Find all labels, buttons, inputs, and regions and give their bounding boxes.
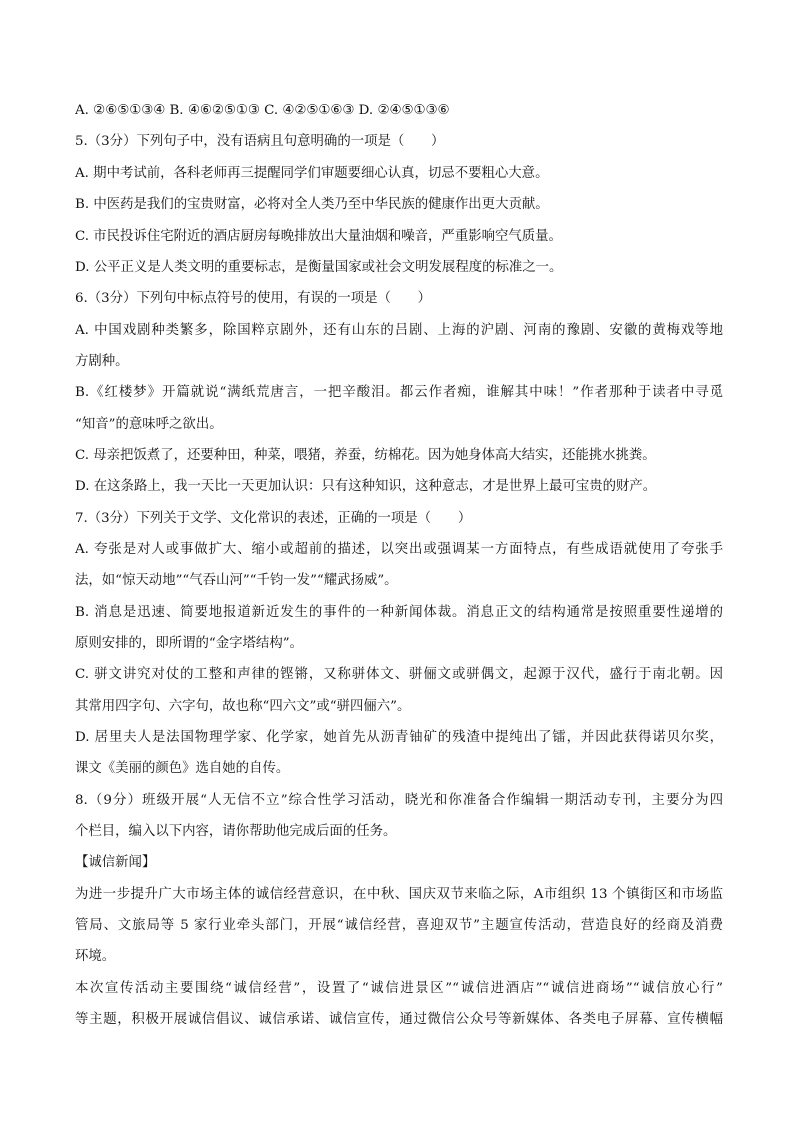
q5-option-d: D. 公平正义是人类文明的重要标志，是衡量国家或社会文明发展程度的标准之一。 <box>75 260 563 275</box>
q6-option-a-cont: 方剧种。 <box>75 354 129 369</box>
q7-option-d-cont: 课文《美丽的颜色》选自她的自传。 <box>75 761 290 776</box>
q5-option-c: C. 市民投诉住宅附近的酒店厨房每晚排放出大量油烟和噪音，严重影响空气质量。 <box>75 229 562 244</box>
q7-stem: 7.（3分）下列关于文学、文化常识的表述，正确的一项是（ ） <box>75 511 472 526</box>
q7-option-b-cont: 原则安排的，即所谓的“金字塔结构”。 <box>75 636 303 651</box>
news-paragraph-1-line-2: 管局、文旅局等 5 家行业牵头部门，开展“诚信经营，喜迎双节”主题宣传活动，营造良好的经商及消费 <box>75 918 723 933</box>
q5-stem: 5.（3分）下列句子中，没有语病且句意明确的一项是（ ） <box>75 134 445 149</box>
q6-option-c: C. 母亲把饭煮了，还要种田，种菜，喂猪，养蚕，纺棉花。因为她身体高大结实，还能挑水挑粪。 <box>75 448 656 463</box>
q5-option-a: A. 期中考试前，各科老师再三提醒同学们审题要细心认真，切忌不要粗心大意。 <box>75 166 549 181</box>
news-paragraph-1-line-3: 环境。 <box>75 949 116 964</box>
q8-stem: 8.（9分）班级开展“人无信不立”综合性学习活动，晓光和你准备合作编辑一期活动专刊，主要分为四 <box>75 793 723 808</box>
q4-options: A. ②⑥⑤①③④ B. ④⑥②⑤①③ C. ④②⑤①⑥③ D. ②④⑤①③⑥ <box>75 103 450 118</box>
q5-option-b: B. 中医药是我们的宝贵财富，必将对全人类乃至中华民族的健康作出更大贡献。 <box>75 197 549 212</box>
q7-option-b: B. 消息是迅速、简要地报道新近发生的事件的一种新闻体裁。消息正文的结构通常是按照重要性递增的 <box>75 605 723 620</box>
q6-option-d: D. 在这条路上，我一天比一天更加认识：只有这种知识，这种意志，才是世界上最可宝贵的财产。 <box>75 479 657 494</box>
q7-option-a: A. 夸张是对人或事做扩大、缩小或超前的描述，以突出或强调某一方面特点，有些成语就使用了夸张手 <box>75 542 723 557</box>
news-paragraph-2-line-1: 本次宣传活动主要围绕“诚信经营”，设置了“诚信进景区”“诚信进酒店”“诚信进商场”“诚信放心行” <box>75 981 723 996</box>
q6-option-b-cont: “知音”的意味呼之欲出。 <box>75 417 223 432</box>
q7-option-a-cont: 法，如“惊天动地”“气吞山河”“千钧一发”“耀武扬威”。 <box>75 573 398 588</box>
q7-option-c-cont: 其常用四字句、六字句，故也称“四六文”或“骈四俪六”。 <box>75 699 411 714</box>
q7-option-d: D. 居里夫人是法国物理学家、化学家，她首先从沥青铀矿的残渣中提纯出了镭，并因此获得诺贝尔奖， <box>75 730 723 745</box>
news-paragraph-1-line-1: 为进一步提升广大市场主体的诚信经营意识，在中秋、国庆双节来临之际，A市组织 13 个镇街区和市场监 <box>75 887 723 902</box>
q8-stem-cont: 个栏目，编入以下内容，请你帮助他完成后面的任务。 <box>75 824 397 839</box>
q6-option-a: A. 中国戏剧种类繁多，除国粹京剧外，还有山东的吕剧、上海的沪剧、河南的豫剧、安徽的黄梅戏等地 <box>75 323 723 338</box>
q7-option-c: C. 骈文讲究对仗的工整和声律的铿锵，又称骈体文、骈俪文或骈偶文，起源于汉代，盛行于南北朝。因 <box>75 667 723 682</box>
q6-option-b: B.《红楼梦》开篇就说“满纸荒唐言，一把辛酸泪。都云作者痴，谁解其中味！”作者那种于读者中寻觅 <box>75 385 723 400</box>
news-paragraph-2-line-2: 等主题，积极开展诚信倡议、诚信承诺、诚信宣传，通过微信公众号等新媒体、各类电子屏幕、宣传横幅 <box>75 1012 723 1027</box>
q6-stem: 6.（3分）下列句中标点符号的使用，有误的一项是（ ） <box>75 291 432 306</box>
section-heading-integrity-news: 【诚信新闻】 <box>75 855 156 870</box>
